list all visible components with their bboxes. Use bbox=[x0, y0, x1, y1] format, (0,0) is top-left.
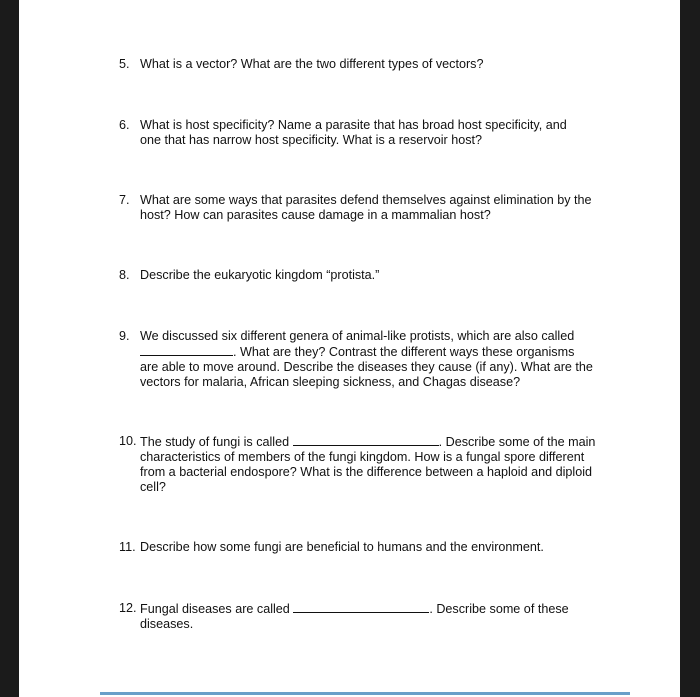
question-line: are able to move around. Describe the diseases they cause (if any). What are the bbox=[140, 360, 593, 374]
question-line-fragment: . Describe some of the main bbox=[438, 435, 596, 449]
question-line: cell? bbox=[140, 480, 166, 494]
question-11 bbox=[119, 540, 619, 555]
question-10 bbox=[119, 434, 619, 495]
question-5 bbox=[119, 57, 619, 72]
question-line: What is host specificity? Name a parasite that has broad host specificity, and bbox=[140, 118, 567, 132]
document-page bbox=[19, 0, 680, 697]
question-text: Describe the eukaryotic kingdom “protista.” bbox=[140, 268, 380, 282]
question-line-fragment: The study of fungi is called bbox=[140, 435, 290, 449]
question-text: Describe how some fungi are beneficial to humans and the environment. bbox=[140, 540, 544, 554]
question-number: 12. bbox=[119, 601, 137, 615]
question-text: What is a vector? What are the two different types of vectors? bbox=[140, 57, 484, 71]
question-line-fragment: . What are they? Contrast the different ways these organisms bbox=[233, 345, 575, 359]
question-line: What are some ways that parasites defend themselves against elimination by the bbox=[140, 193, 592, 207]
question-line-fragment: . Describe some of these bbox=[429, 602, 569, 616]
question-line: vectors for malaria, African sleeping sickness, and Chagas disease? bbox=[140, 375, 521, 389]
page-bottom-rule bbox=[100, 692, 630, 695]
answer-blank bbox=[293, 601, 429, 613]
left-window-edge bbox=[0, 0, 19, 697]
question-12 bbox=[119, 601, 619, 632]
question-number: 5. bbox=[119, 57, 130, 71]
question-line: We discussed six different genera of animal-like protists, which are also called bbox=[140, 329, 575, 343]
question-line: diseases. bbox=[140, 617, 194, 631]
question-8 bbox=[119, 268, 619, 283]
answer-blank bbox=[293, 434, 439, 446]
answer-blank bbox=[140, 344, 233, 356]
question-number: 7. bbox=[119, 193, 130, 207]
question-line-fragment: Fungal diseases are called bbox=[140, 602, 290, 616]
question-number: 9. bbox=[119, 329, 130, 343]
question-line: characteristics of members of the fungi kingdom. How is a fungal spore different bbox=[140, 450, 585, 464]
question-line: from a bacterial endospore? What is the difference between a haploid and diploid bbox=[140, 465, 593, 479]
question-line bbox=[140, 344, 619, 360]
question-number: 8. bbox=[119, 268, 130, 282]
question-6 bbox=[119, 118, 619, 148]
question-line: host? How can parasites cause damage in a mammalian host? bbox=[140, 208, 491, 222]
question-line bbox=[140, 601, 619, 617]
question-number: 6. bbox=[119, 118, 130, 132]
question-line: one that has narrow host specificity. What is a reservoir host? bbox=[140, 133, 483, 147]
question-7 bbox=[119, 193, 619, 223]
question-number: 10. bbox=[119, 434, 137, 448]
question-line bbox=[140, 434, 619, 450]
right-window-edge bbox=[680, 0, 700, 697]
question-9 bbox=[119, 329, 619, 390]
question-number: 11. bbox=[119, 540, 136, 554]
